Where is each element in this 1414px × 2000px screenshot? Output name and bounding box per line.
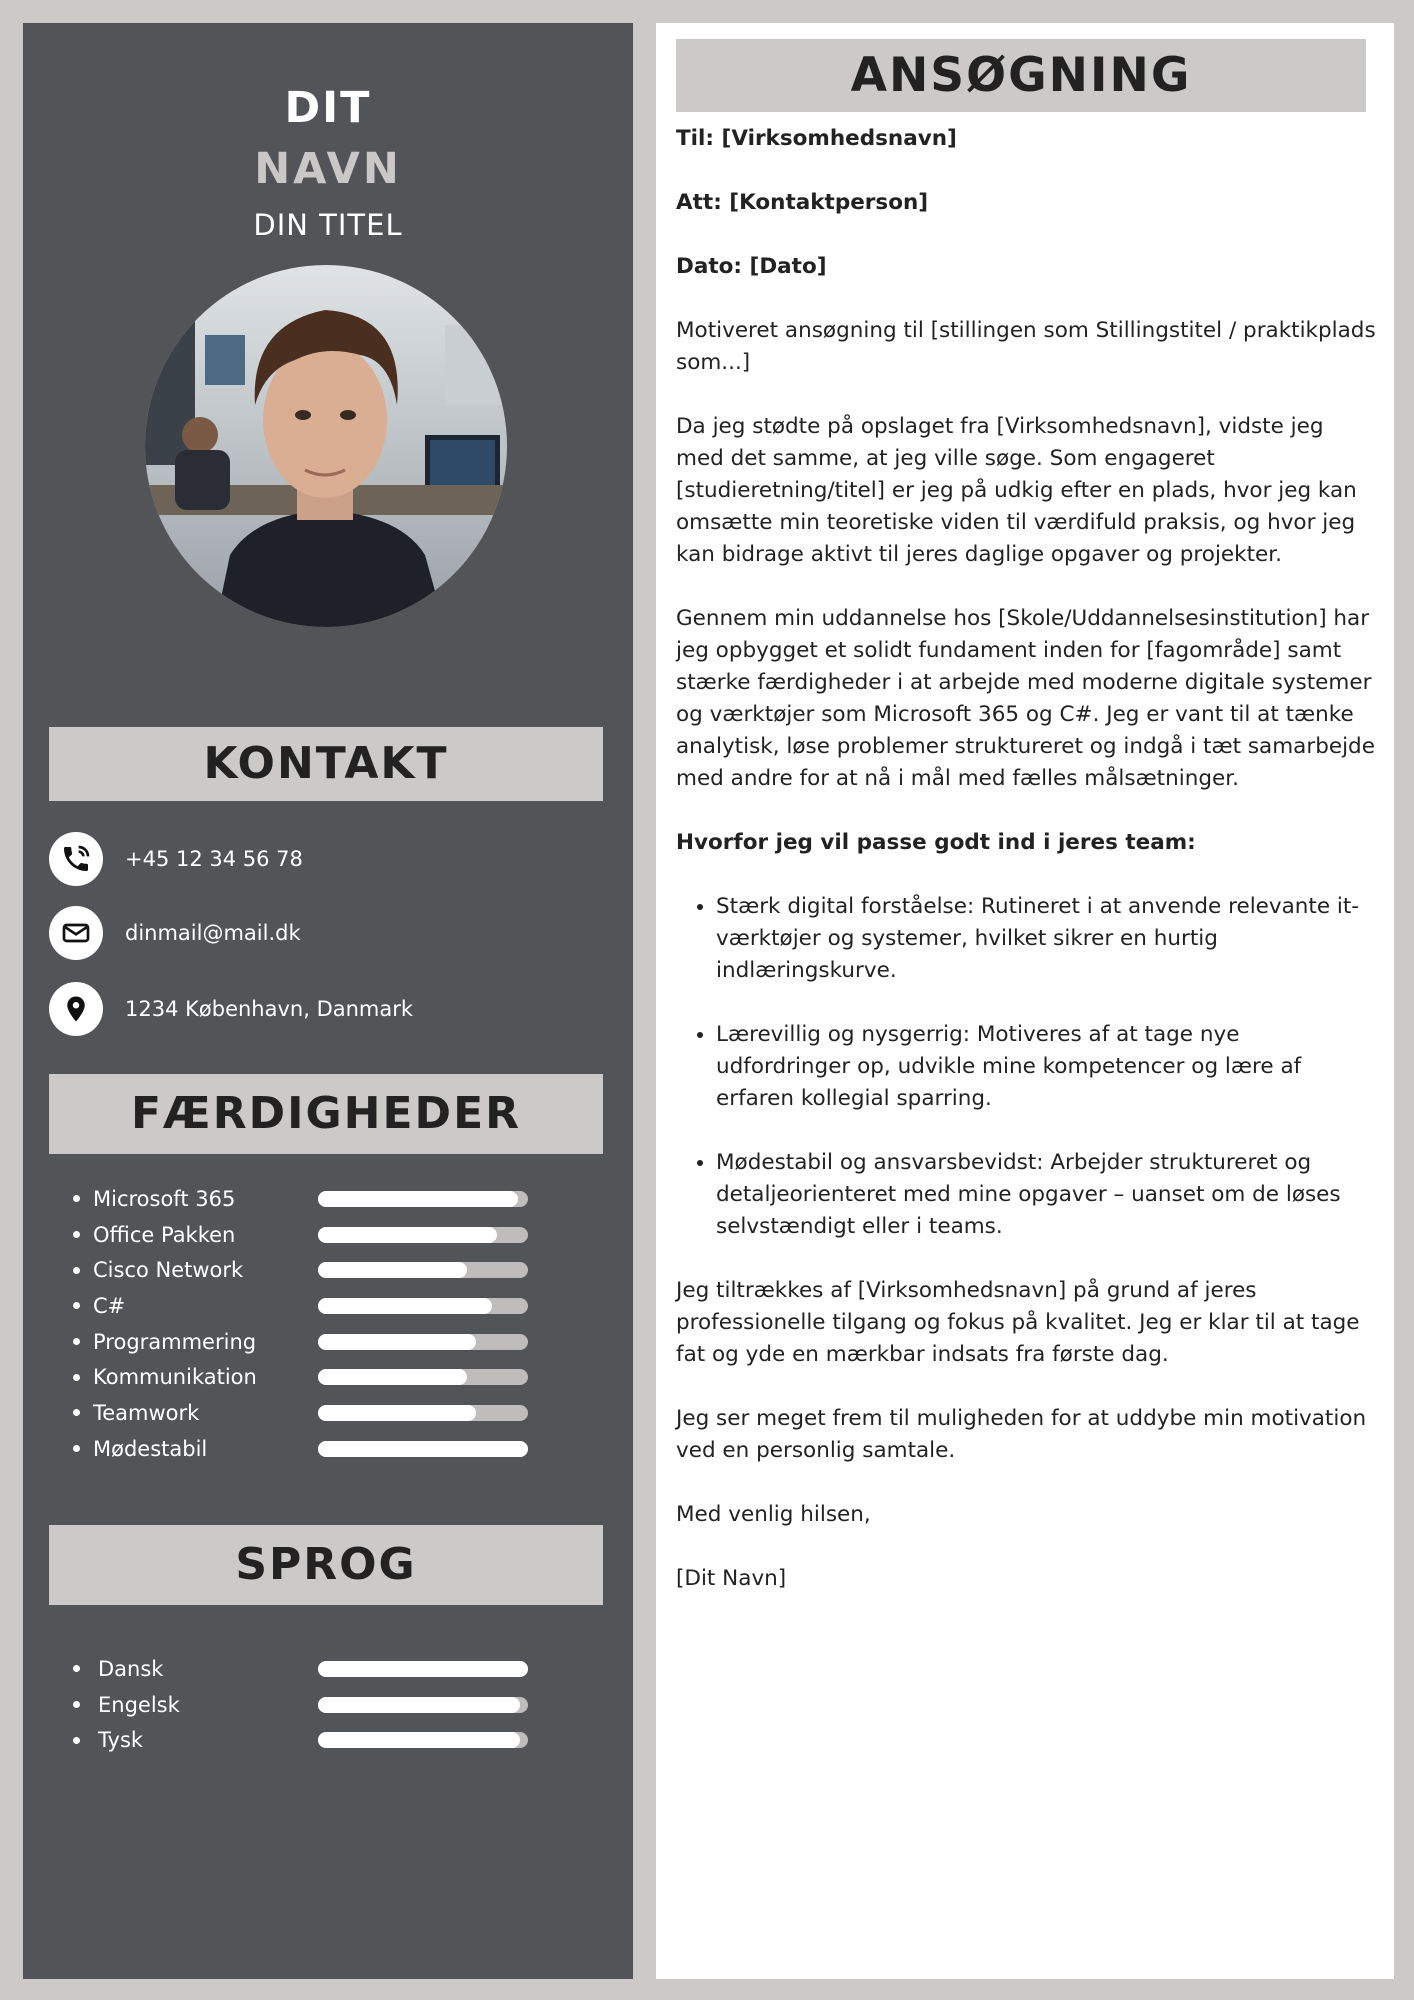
location-pin-icon (49, 982, 103, 1036)
email-address: dinmail@mail.dk (125, 921, 301, 945)
location: 1234 København, Danmark (125, 997, 414, 1021)
why-heading: Hvorfor jeg vil passe godt ind i jeres team: (676, 830, 1196, 855)
language-level-track (318, 1732, 528, 1748)
skill-row (63, 1431, 533, 1467)
languages-heading: SPROG (49, 1525, 603, 1605)
skill-level-track (318, 1334, 528, 1350)
skill-row (63, 1217, 533, 1253)
skill-label: Kommunikation (93, 1365, 257, 1390)
skill-label: C# (93, 1293, 126, 1318)
language-row (63, 1687, 533, 1723)
language-label: Engelsk (98, 1692, 180, 1717)
letter-paragraph-3: Jeg tiltrækkes af [Virksomhedsnavn] på grund af jeres professionelle tilgang og fokus på kvalitet. Jeg er klar til at tage fat og yde en mærkbar indsats fra første dag. (676, 1278, 1360, 1367)
skill-label: Programmering (93, 1329, 257, 1354)
letter-heading: ANSØGNING (676, 39, 1366, 112)
skills-list (63, 1181, 533, 1467)
bullet-dot (73, 1665, 80, 1672)
letter-closing: Med venlig hilsen, (676, 1502, 871, 1527)
contact-location (49, 981, 413, 1037)
skill-row (63, 1359, 533, 1395)
language-label: Dansk (98, 1656, 164, 1681)
bullet-dot (73, 1409, 80, 1416)
name-last: NAVN (254, 144, 402, 194)
bullet-dot (73, 1195, 80, 1202)
bullet-dot (73, 1267, 80, 1274)
letter-paragraph-2: Gennem min uddannelse hos [Skole/Uddannelsesinstitution] har jeg opbygget et solidt fundament inden for [fagområde] samt stærke færdigheder i at arbejde med moderne digitale systemer og værktøjer som Microsoft 365 og C#. Jeg er vant til at tænke analytisk, løse problemer struktureret og indgå i tæt samarbejde med andre for at nå i mål med fælles målsætninger. (676, 606, 1375, 791)
skill-row (63, 1181, 533, 1217)
skill-level-fill (318, 1227, 497, 1243)
skill-level-track (318, 1405, 528, 1421)
skill-level-fill (318, 1369, 467, 1385)
skill-level-track (318, 1298, 528, 1314)
contact-phone (49, 831, 303, 887)
reasons-list (676, 891, 1376, 1243)
skills-heading: FÆRDIGHEDER (49, 1074, 603, 1154)
letter-body (676, 123, 1376, 1627)
letter-attn: Att: [Kontaktperson] (676, 190, 929, 215)
language-level-fill (318, 1732, 520, 1748)
language-label: Tysk (98, 1728, 144, 1753)
contact-email (49, 905, 301, 961)
bullet-dot (73, 1445, 80, 1452)
bullet-dot (73, 1302, 80, 1309)
letter-paragraph-1: Da jeg stødte på opslaget fra [Virksomhedsnavn], vidste jeg med det samme, at jeg ville søge. Som engageret [studieretning/titel] er jeg på udkig efter en plads, hvor jeg kan omsætte min teoretiske viden til værdifuld praksis, og hvor jeg kan bidrage aktivt til jeres daglige opgaver og projekter. (676, 414, 1357, 567)
bullet-dot (73, 1701, 80, 1708)
skill-level-track (318, 1191, 528, 1207)
language-row (63, 1651, 533, 1687)
bullet-dot (73, 1231, 80, 1238)
skill-label: Teamwork (93, 1400, 200, 1425)
job-title: DIN TITEL (253, 208, 403, 242)
bullet-dot (73, 1374, 80, 1381)
letter-paragraph-4: Jeg ser meget frem til muligheden for at uddybe min motivation ved en personlig samtale. (676, 1406, 1367, 1463)
email-icon (49, 906, 103, 960)
letter-intro: Motiveret ansøgning til [stillingen som Stillingstitel / praktikplads som...] (676, 318, 1376, 375)
reason-item: • Stærk digital forståelse: Rutineret i at anvende relevante it-værktøjer og systemer, hvilket sikrer en hurtig indlæringskurve. (716, 891, 1376, 987)
reason-item: • Lærevillig og nysgerrig: Motiveres af at tage nye udfordringer op, udvikle mine kompetencer og lære af erfaren kollegial sparring. (716, 1019, 1376, 1115)
language-row (63, 1722, 533, 1758)
languages-list (63, 1651, 533, 1758)
name-first: DIT (284, 83, 372, 133)
skill-row (63, 1324, 533, 1360)
skill-level-track (318, 1262, 528, 1278)
letter-signature: [Dit Navn] (676, 1566, 787, 1591)
letter-to: Til: [Virksomhedsnavn] (676, 126, 957, 151)
skill-label: Cisco Network (93, 1258, 244, 1283)
skill-level-track (318, 1441, 528, 1457)
skill-level-fill (318, 1191, 518, 1207)
bullet-dot (73, 1737, 80, 1744)
skill-row (63, 1252, 533, 1288)
profile-photo (145, 265, 507, 627)
language-level-fill (318, 1661, 528, 1677)
skill-level-fill (318, 1262, 467, 1278)
language-level-track (318, 1697, 528, 1713)
letter-date: Dato: [Dato] (676, 254, 827, 279)
name-block (23, 78, 633, 250)
sidebar (23, 23, 633, 1979)
skill-label: Microsoft 365 (93, 1186, 236, 1211)
skill-level-fill (318, 1441, 528, 1457)
skill-label: Office Pakken (93, 1222, 236, 1247)
phone-number: +45 12 34 56 78 (125, 847, 303, 871)
skill-level-fill (318, 1298, 492, 1314)
skill-level-track (318, 1227, 528, 1243)
skill-label: Mødestabil (93, 1436, 208, 1461)
skill-row (63, 1288, 533, 1324)
skill-level-track (318, 1369, 528, 1385)
reason-item: • Mødestabil og ansvarsbevidst: Arbejder struktureret og detaljeorienteret med mine opgaver – uanset om de løses selvstændigt eller i teams. (716, 1147, 1376, 1243)
letter-panel (656, 23, 1394, 1979)
language-level-track (318, 1661, 528, 1677)
skill-level-fill (318, 1334, 476, 1350)
language-level-fill (318, 1697, 520, 1713)
skill-row (63, 1395, 533, 1431)
skill-level-fill (318, 1405, 476, 1421)
phone-icon (49, 832, 103, 886)
bullet-dot (73, 1338, 80, 1345)
contact-heading: KONTAKT (49, 727, 603, 801)
